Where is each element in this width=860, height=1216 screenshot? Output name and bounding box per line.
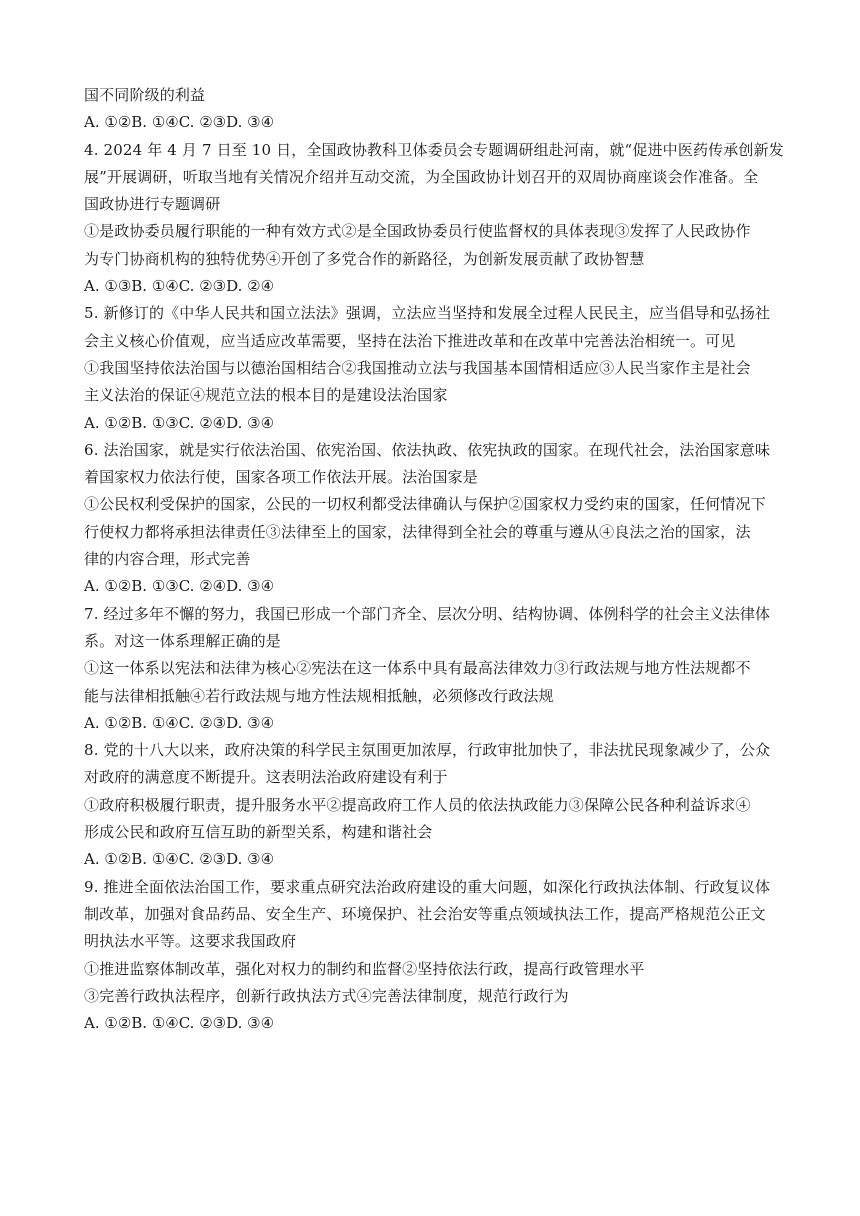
question-8-answers: A. ①②B. ①④C. ②③D. ③④ xyxy=(84,850,275,869)
question-7-line-3: ①这一体系以宪法和法律为核心②宪法在这一体系中具有最高法律效力③行政法规与地方性法规都不 xyxy=(84,659,751,678)
question-9-line-1: 9. 推进全面依法治国工作，要求重点研究法治政府建设的重大问题，如深化行政执法体制、行政复议体 xyxy=(84,877,771,896)
question-6-line-1: 6. 法治国家，就是实行依法治国、依宪治国、依法执政、依宪执政的国家。在现代社会，法治国家意味 xyxy=(84,440,771,459)
question-4-line-4: ①是政协委员履行职能的一种有效方式②是全国政协委员行使监督权的具体表现③发挥了人民政协作 xyxy=(84,222,751,241)
question-4-answers: A. ①③B. ①④C. ②③D. ②④ xyxy=(84,277,275,296)
question-5 xyxy=(84,300,784,436)
question-5-answers: A. ①②B. ①③C. ②④D. ③④ xyxy=(84,413,275,432)
question-6-line-4: 行使权力都将承担法律责任③法律至上的国家，法律得到全社会的尊重与遵从④良法之治的国家，法 xyxy=(84,522,751,541)
question-8-line-2: 对政府的满意度不断提升。这表明法治政府建设有利于 xyxy=(84,768,448,787)
question-9-line-4: ①推进监察体制改革，强化对权力的制约和监督②坚持依法行政，提高行政管理水平 xyxy=(84,959,645,978)
question-7-line-4: 能与法律相抵触④若行政法规与地方性法规相抵触，必须修改行政法规 xyxy=(84,686,554,705)
continuation-answers: A. ①②B. ①④C. ②③D. ③④ xyxy=(84,113,275,132)
question-4-line-3: 国政协进行专题调研 xyxy=(84,195,221,214)
question-7-line-2: 系。对这一体系理解正确的是 xyxy=(84,631,281,650)
question-8 xyxy=(84,737,784,873)
question-5-line-2: 会主义核心价值观，应当适应改革需要，坚持在法治下推进改革和在改革中完善法治相统一。可见 xyxy=(84,331,736,350)
question-5-line-1: 5. 新修订的《中华人民共和国立法法》强调，立法应当坚持和发展全过程人民民主，应当倡导和弘扬社 xyxy=(84,304,771,323)
question-9-line-2: 制改革，加强对食品药品、安全生产、环境保护、社会治安等重点领域执法工作，提高严格规范公正文 xyxy=(84,904,766,923)
question-9 xyxy=(84,874,784,1038)
continuation-text: 国不同阶级的利益 xyxy=(84,86,206,104)
question-9-answers: A. ①②B. ①④C. ②③D. ③④ xyxy=(84,1014,275,1033)
question-4-line-5: 为专门协商机构的独特优势④开创了多党合作的新路径，为创新发展贡献了政协智慧 xyxy=(84,249,645,268)
exam-page xyxy=(84,82,784,1037)
question-8-line-4: 形成公民和政府互信互助的新型关系，构建和谐社会 xyxy=(84,823,433,842)
question-4 xyxy=(84,137,784,301)
question-6-answers: A. ①②B. ①③C. ②④D. ③④ xyxy=(84,577,275,596)
question-7 xyxy=(84,601,784,737)
question-6 xyxy=(84,437,784,601)
question-8-line-3: ①政府积极履行职责，提升服务水平②提高政府工作人员的依法执政能力③保障公民各种利益诉求④ xyxy=(84,795,751,814)
question-7-line-1: 7. 经过多年不懈的努力，我国已形成一个部门齐全、层次分明、结构协调、体例科学的社会主义法律体 xyxy=(84,604,771,623)
question-6-line-2: 着国家权力依法行使，国家各项工作依法开展。法治国家是 xyxy=(84,468,478,487)
question-6-line-3: ①公民权利受保护的国家，公民的一切权利都受法律确认与保护②国家权力受约束的国家，任何情况下 xyxy=(84,495,766,514)
question-4-line-2: 展”开展调研，听取当地有关情况介绍并互动交流，为全国政协计划召开的双周协商座谈会作准备。全 xyxy=(84,167,759,186)
question-7-answers: A. ①②B. ①④C. ②③D. ③④ xyxy=(84,713,275,732)
question-8-line-1: 8. 党的十八大以来，政府决策的科学民主氛围更加浓厚，行政审批加快了，非法扰民现象减少了，公众 xyxy=(84,741,771,760)
question-9-line-3: 明执法水平等。这要求我国政府 xyxy=(84,932,297,951)
question-4-line-1: 4. 2024 年 4 月 7 日至 10 日，全国政协教科卫体委员会专题调研组赴河南，就“促进中医药传承创新发 xyxy=(84,140,784,159)
question-5-line-4: 主义法治的保证④规范立法的根本目的是建设法治国家 xyxy=(84,386,448,405)
question-5-line-3: ①我国坚持依法治国与以德治国相结合②我国推动立法与我国基本国情相适应③人民当家作主是社会 xyxy=(84,358,751,377)
question-6-line-5: 律的内容合理，形式完善 xyxy=(84,550,251,569)
question-9-line-5: ③完善行政执法程序，创新行政执法方式④完善法律制度，规范行政行为 xyxy=(84,986,569,1005)
